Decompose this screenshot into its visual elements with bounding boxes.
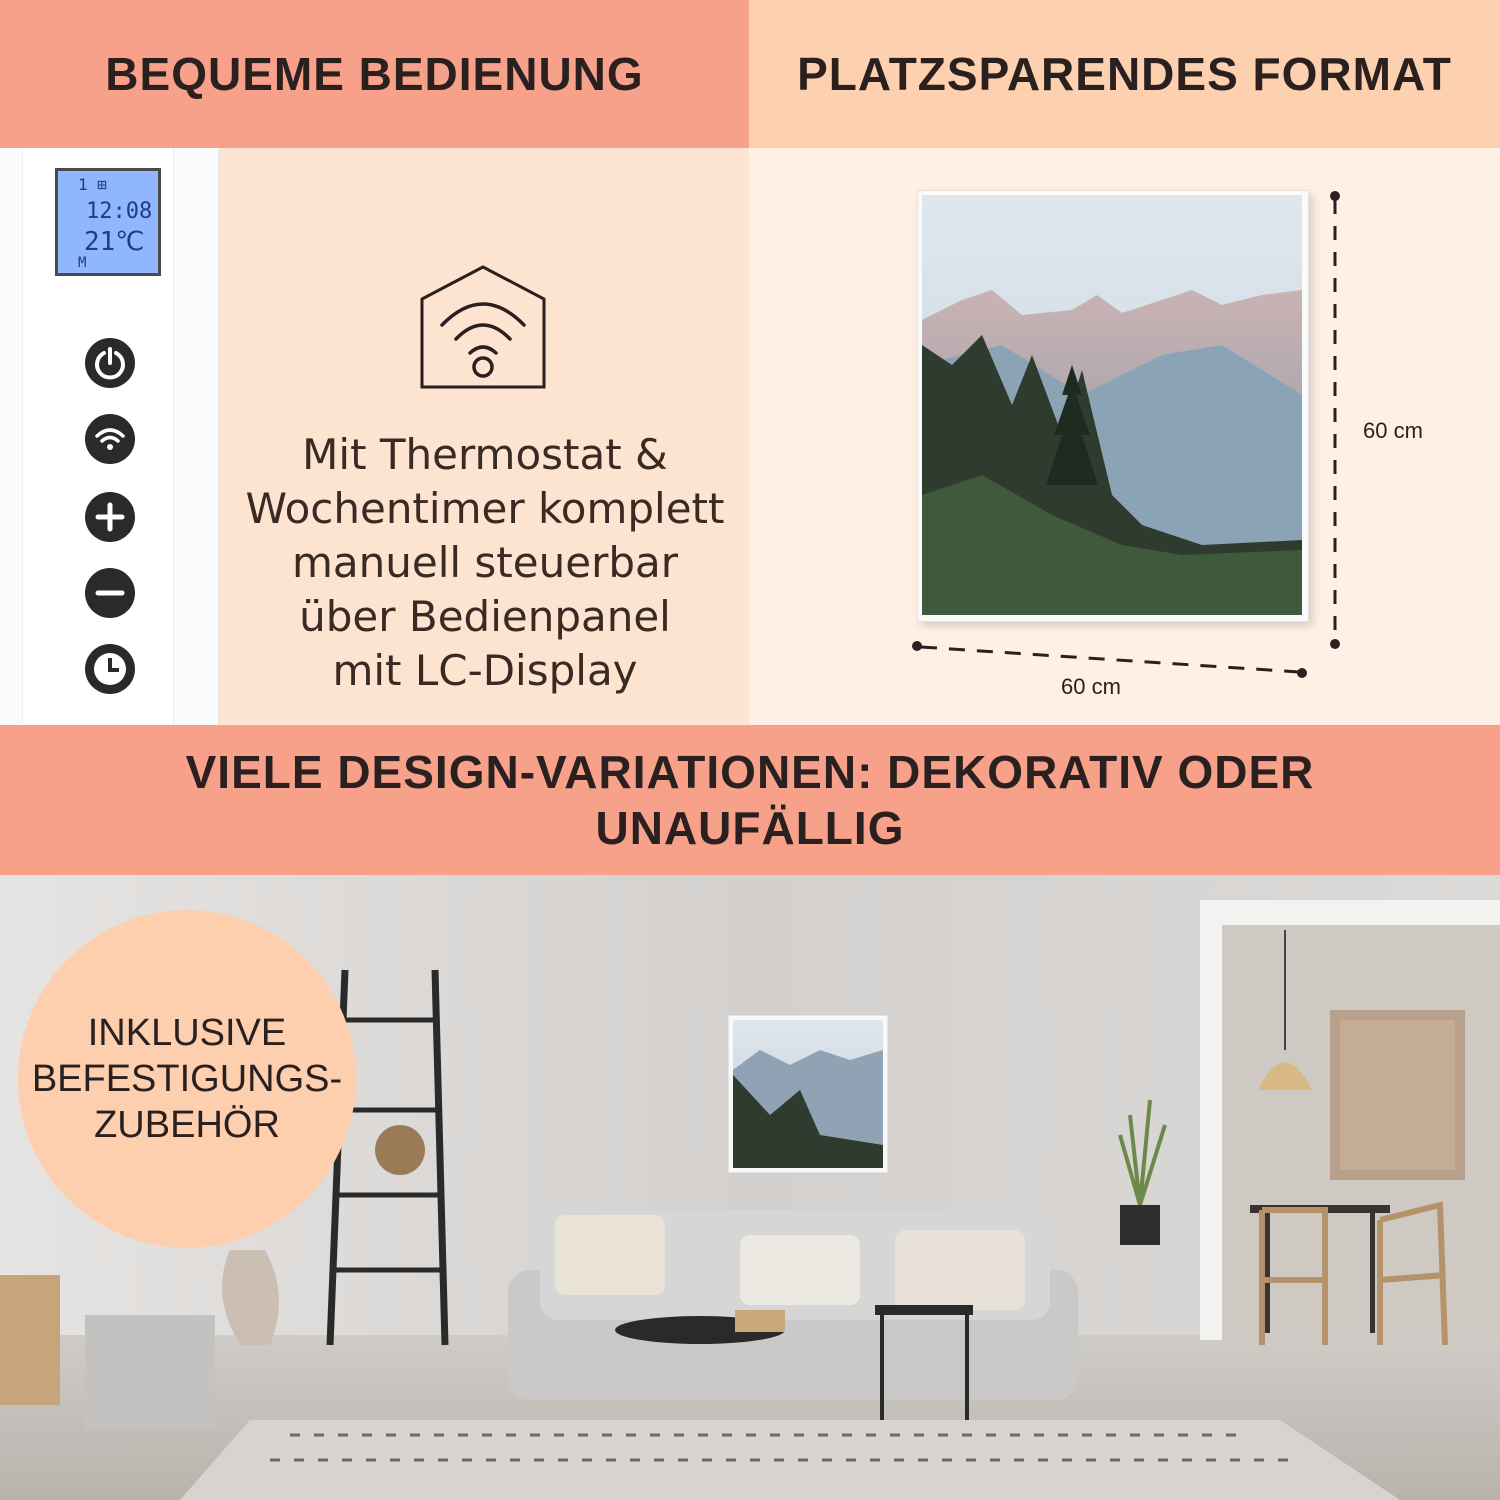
feature-description: [220, 428, 750, 698]
control-panel-section: [0, 148, 749, 725]
mounting-accessories-badge: [18, 910, 356, 1248]
plus-button[interactable]: [85, 492, 135, 542]
timer-button[interactable]: [85, 644, 135, 694]
framed-heater-panel: [917, 190, 1309, 622]
badge-line-2: BEFESTIGUNGS-: [31, 1058, 343, 1100]
lcd-temperature: 21℃: [84, 227, 145, 257]
minus-icon: [85, 568, 135, 618]
lcd-mode-icons: 1 ⊞: [78, 175, 107, 194]
banner-line-1: VIELE DESIGN-VARIATIONEN: DEKORATIV ODER: [185, 746, 1315, 798]
banner-line-2: UNAUFÄLLIG: [595, 802, 905, 854]
feature-line: über Bedienpanel: [299, 592, 671, 641]
smart-home-wifi-icon: [418, 263, 548, 391]
lcd-time: 12:08: [86, 199, 153, 224]
header-left-title: [0, 0, 749, 148]
design-variations-banner: [0, 725, 1500, 875]
format-section: [749, 148, 1500, 725]
minus-button[interactable]: [85, 568, 135, 618]
badge-line-1: INKLUSIVE: [87, 1012, 287, 1054]
clock-icon: [85, 644, 135, 694]
mountain-forest-image: [922, 195, 1302, 615]
feature-line: Wochentimer komplett: [245, 484, 725, 533]
badge-line-3: ZUBEHÖR: [94, 1104, 280, 1146]
heater-control-strip: [0, 148, 219, 725]
wifi-icon: [85, 414, 135, 464]
header-left-text: BEQUEME BEDIENUNG: [105, 48, 644, 100]
lcd-display: [55, 168, 161, 276]
feature-line: Mit Thermostat &: [302, 430, 668, 479]
wifi-button[interactable]: [85, 414, 135, 464]
height-label: 60 cm: [1363, 418, 1423, 443]
width-label: 60 cm: [1061, 674, 1121, 699]
power-button[interactable]: [85, 338, 135, 388]
lcd-mode-letter: M: [78, 255, 87, 271]
plus-icon: [85, 492, 135, 542]
power-icon: [85, 338, 135, 388]
header-right-text: PLATZSPARENDES FORMAT: [797, 48, 1452, 100]
height-dimension-line: [1325, 190, 1345, 650]
header-right-title: [749, 0, 1500, 148]
feature-line: manuell steuerbar: [292, 538, 678, 587]
feature-line: mit LC-Display: [332, 646, 638, 695]
